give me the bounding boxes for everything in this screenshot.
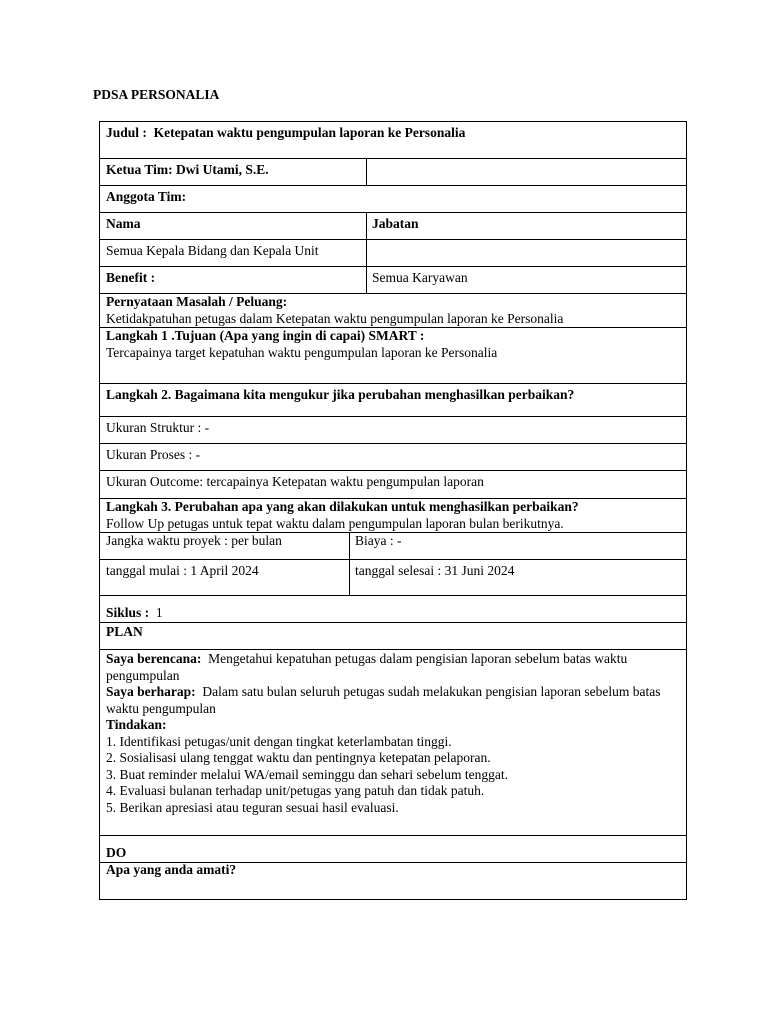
amati-label: Apa yang anda amati? (106, 862, 237, 877)
benefit-label: Benefit : (106, 270, 156, 285)
siklus-value: 1 (155, 605, 163, 620)
row-do (99, 835, 687, 900)
berharap-label: Saya berharap: (106, 684, 196, 699)
row-judul (99, 121, 687, 158)
masalah-label: Pernyataan Masalah / Peluang: (106, 294, 288, 309)
row-jangka-biaya (99, 532, 687, 559)
row-benefit (99, 266, 687, 293)
langkah3-text: Follow Up petugas untuk tepat waktu dalam pengumpulan laporan bulan berikutnya. (106, 515, 564, 531)
tanggal-mulai: tanggal mulai : 1 April 2024 (106, 563, 259, 578)
masalah-text: Ketidakpatuhan petugas dalam Ketepatan waktu pengumpulan laporan ke Personalia (106, 310, 564, 326)
siklus-label: Siklus : (106, 605, 150, 620)
row-nama-jabatan (99, 212, 687, 239)
plan-label: PLAN (106, 624, 143, 639)
ketua-tim: Ketua Tim: Dwi Utami, S.E. (106, 162, 269, 177)
row-ukuran-proses (99, 443, 687, 470)
tindakan-item-4: 4. Evaluasi bulanan terhadap unit/petugas yang patuh dan tidak patuh. (106, 783, 485, 798)
berharap-text: Dalam satu bulan seluruh petugas sudah melakukan pengisian laporan sebelum batas waktu pengumpulan (106, 684, 661, 716)
ukuran-struktur: Ukuran Struktur : - (106, 420, 210, 435)
row-langkah2 (99, 383, 687, 416)
member-name: Semua Kepala Bidang dan Kepala Unit (106, 243, 319, 258)
ukuran-outcome: Ukuran Outcome: tercapainya Ketepatan waktu pengumpulan laporan (106, 474, 484, 489)
langkah1-label: Langkah 1 .Tujuan (Apa yang ingin di capai) SMART : (106, 328, 425, 343)
langkah2-label: Langkah 2. Bagaimana kita mengukur jika perubahan menghasilkan perbaikan? (106, 387, 575, 402)
berencana-text: Mengetahui kepatuhan petugas dalam pengisian laporan sebelum batas waktu pengumpulan (106, 651, 628, 683)
anggota-tim-label: Anggota Tim: (106, 189, 187, 204)
tindakan-item-2: 2. Sosialisasi ulang tenggat waktu dan pentingnya ketepatan pelaporan. (106, 750, 491, 765)
nama-header: Nama (106, 216, 141, 231)
document-title: PDSA PERSONALIA (93, 87, 220, 102)
judul-value: Ketepatan waktu pengumpulan laporan ke Personalia (153, 125, 466, 140)
jangka-waktu: Jangka waktu proyek : per bulan (106, 533, 282, 548)
row-ketua-tim (99, 158, 687, 185)
biaya: Biaya : - (355, 533, 402, 548)
langkah3-label: Langkah 3. Perubahan apa yang akan dilakukan untuk menghasilkan perbaikan? (106, 499, 579, 514)
row-langkah3 (99, 498, 687, 532)
berencana-label: Saya berencana: (106, 651, 202, 666)
row-member (99, 239, 687, 266)
tindakan-item-1: 1. Identifikasi petugas/unit dengan tingkat keterlambatan tinggi. (106, 733, 452, 749)
tanggal-selesai: tanggal selesai : 31 Juni 2024 (355, 563, 515, 578)
do-label: DO (106, 845, 127, 860)
judul-label: Judul : (106, 125, 147, 140)
row-plan-content (99, 649, 687, 835)
row-ukuran-struktur (99, 416, 687, 443)
jabatan-header: Jabatan (372, 216, 419, 231)
row-ukuran-outcome (99, 470, 687, 498)
tindakan-item-3: 3. Buat reminder melalui WA/email seminggu dan sehari sebelum tenggat. (106, 766, 509, 782)
row-siklus (99, 595, 687, 622)
row-langkah1 (99, 327, 687, 383)
row-plan-header (99, 622, 687, 649)
tindakan-item-5: 5. Berikan apresiasi atau teguran sesuai hasil evaluasi. (106, 799, 399, 815)
row-tanggal (99, 559, 687, 595)
benefit-value: Semua Karyawan (372, 270, 468, 285)
ukuran-proses: Ukuran Proses : - (106, 447, 201, 462)
row-masalah (99, 293, 687, 327)
tindakan-label: Tindakan: (106, 717, 167, 732)
row-anggota-tim (99, 185, 687, 212)
langkah1-text: Tercapainya target kepatuhan waktu pengumpulan laporan ke Personalia (106, 344, 498, 360)
